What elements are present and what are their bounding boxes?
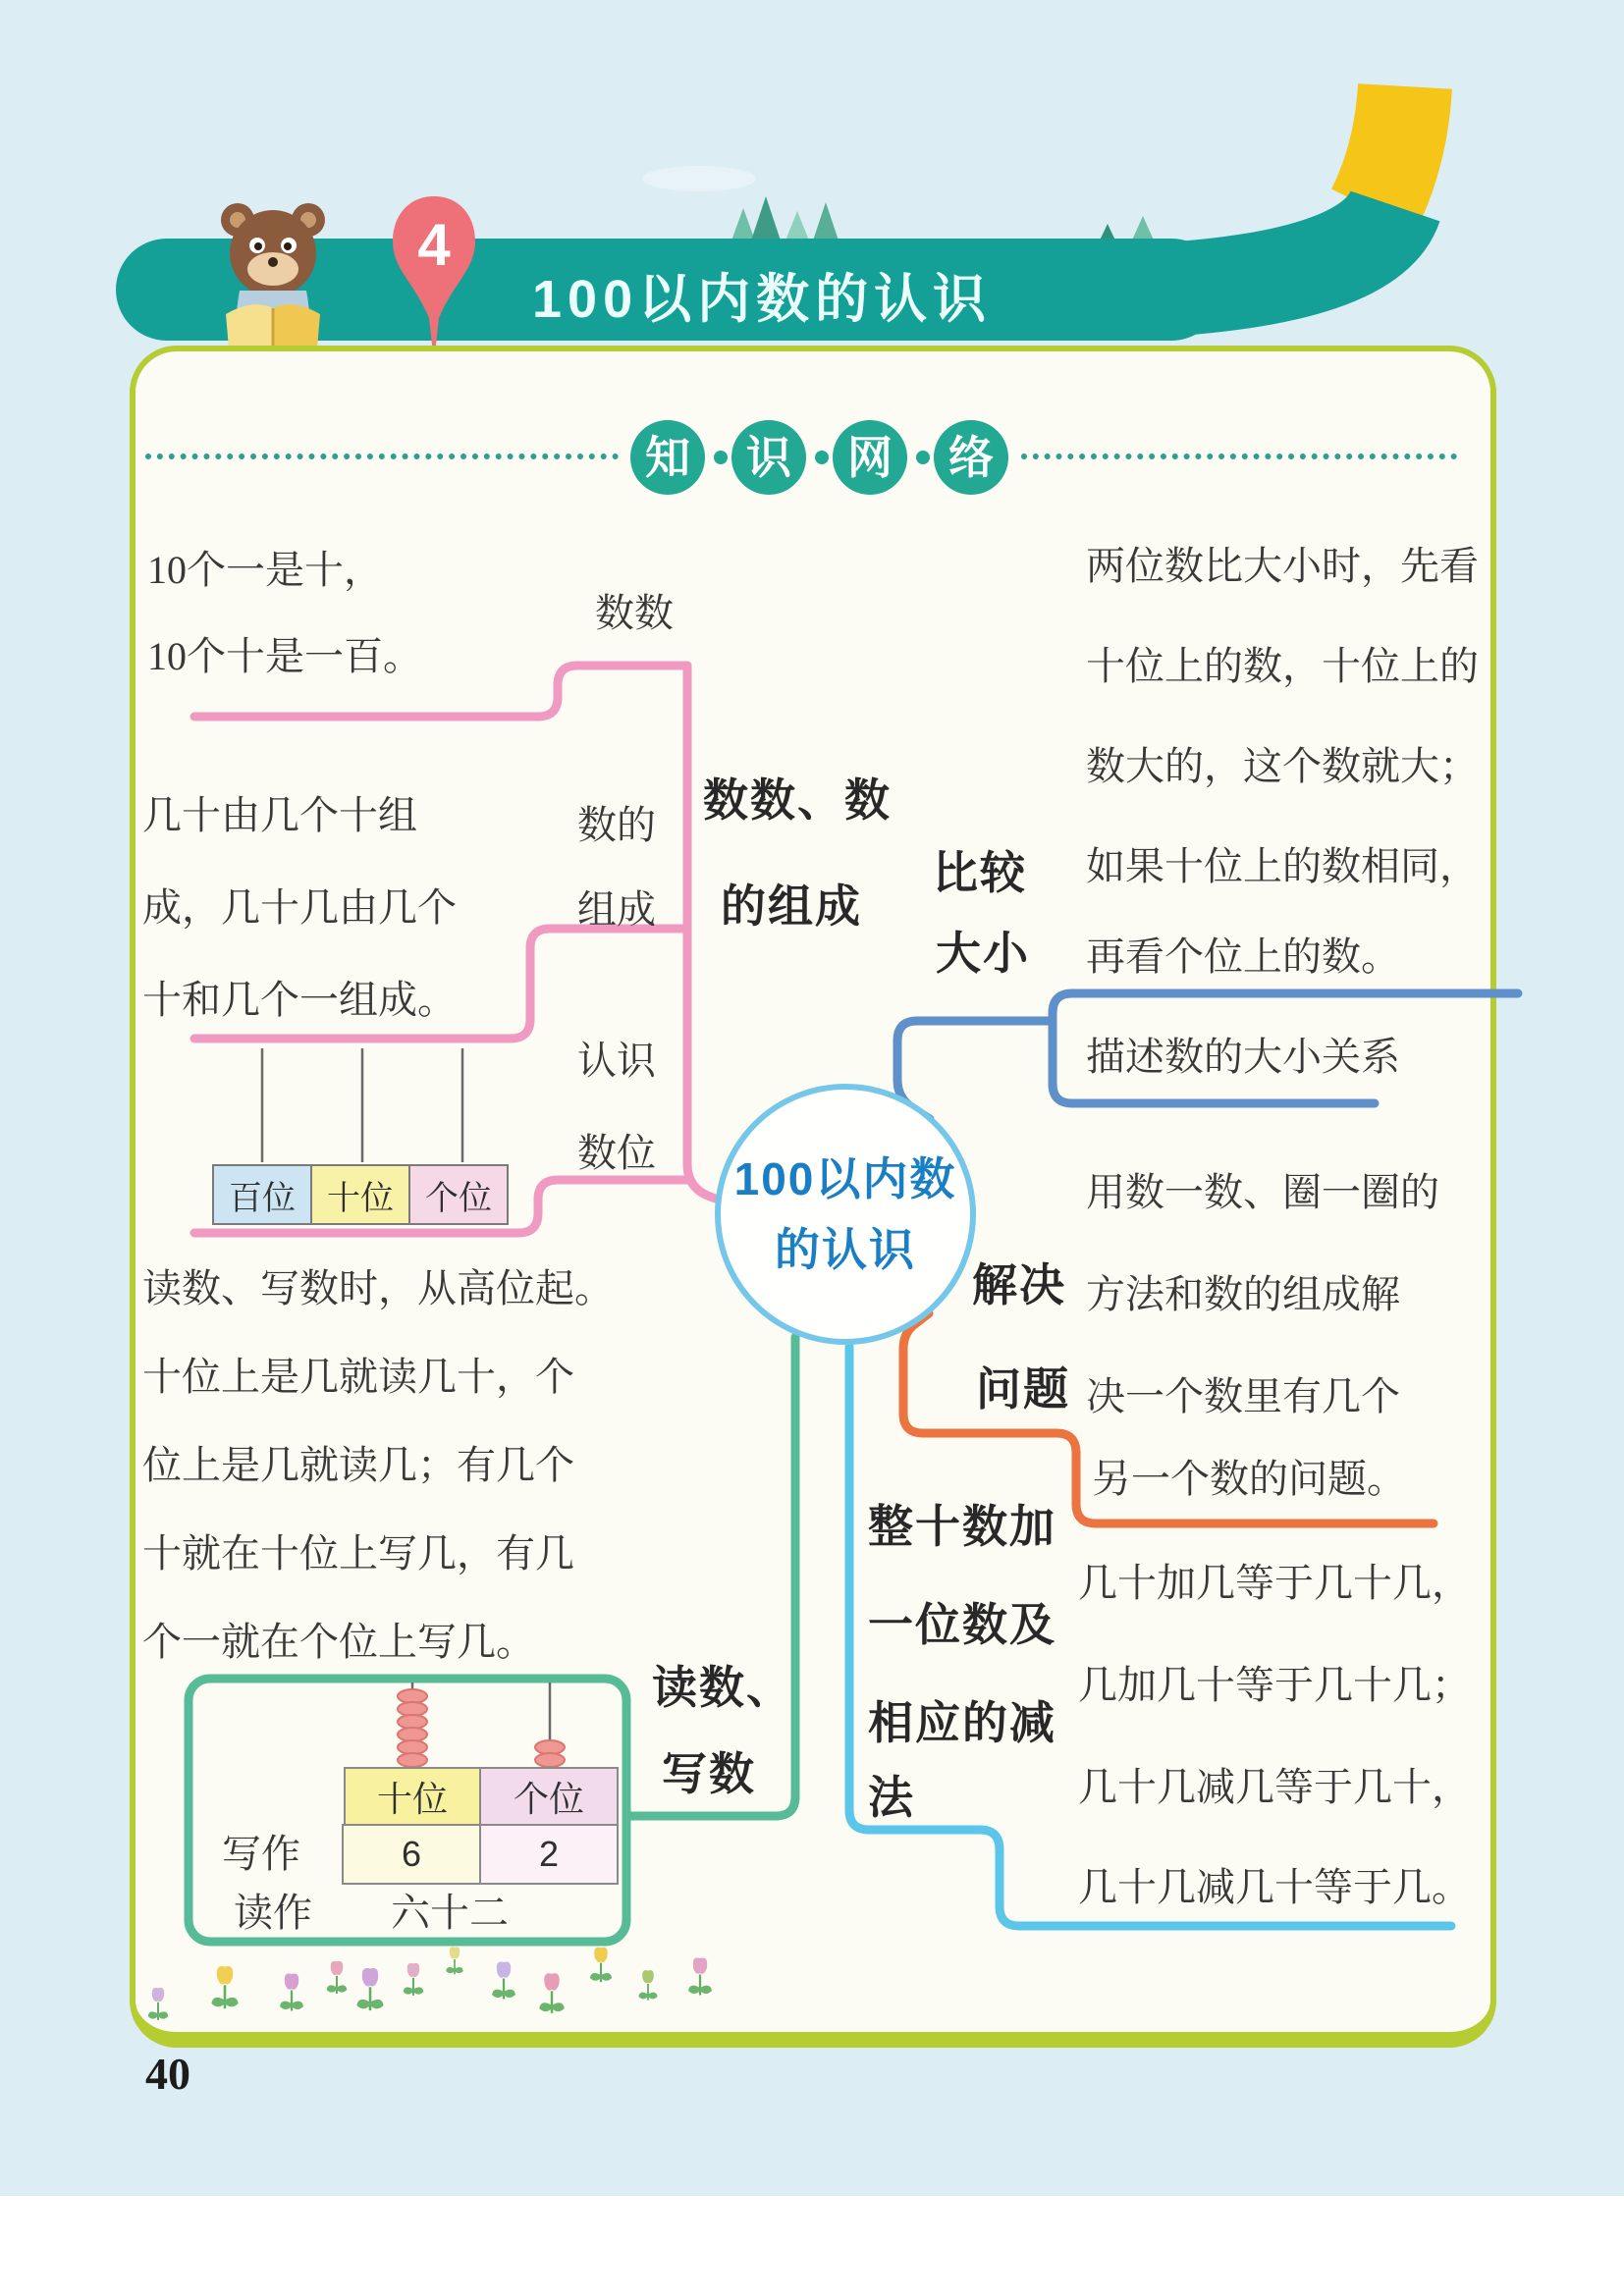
center-title-line: 的认识 [775,1224,916,1275]
note-line: 用数一数、圈一圈的 [1086,1170,1439,1214]
note-line: 几十由几个十组 [142,793,417,837]
branch-title-tens: 整十数加 [868,1501,1056,1552]
sublabel-compose: 组成 [577,887,656,932]
note-line: 描述数的大小关系 [1086,1035,1400,1079]
branch-title-counting: 数数、数 [703,774,892,826]
note-line: 几十加几等于几十几， [1078,1561,1471,1605]
note-line: 十位上的数，十位上的 [1086,644,1479,688]
flower-icon [356,1968,383,2010]
note-line: 成，几十几由几个 [142,885,457,930]
example-value-tens: 6 [342,1824,481,1885]
note-line: 读数、写数时，从高位起。 [142,1266,614,1310]
branch-title-tens: 一位数及 [868,1599,1056,1650]
branch-title-tens: 相应的减 [868,1697,1056,1748]
example-header-tens: 十位 [344,1767,481,1826]
flower-icon [148,1988,169,2020]
unit-number: 4 [417,212,451,278]
note-line: 数大的，这个数就大； [1086,744,1479,788]
branch-title-compare: 比较 [933,847,1027,898]
note-line: 再看个位上的数。 [1086,934,1400,979]
note-line: 个一就在个位上写几。 [142,1620,535,1664]
page-bottom-margin [0,2196,1624,2296]
flower-icon [590,1948,612,1983]
flower-icon [211,1966,238,2008]
note-line: 十位上是几就读几十，个 [142,1355,574,1399]
sublabel-place: 数位 [577,1131,656,1175]
page-number: 40 [145,2049,190,2099]
branch-title-readwrite: 写数 [662,1748,756,1799]
flower-icon [280,1973,303,2010]
flower-icon [446,1947,463,1974]
branch-title-compare: 大小 [936,928,1030,979]
heading-char-circle: 识 [731,420,806,495]
note-line: 另一个数的问题。 [1092,1457,1406,1501]
center-title-line: 100以内数 [733,1153,957,1204]
note-line: 十就在十位上写几，有几 [142,1531,574,1575]
branch-title-solve: 解决 [972,1259,1066,1310]
note-line: 10个十是一百。 [147,634,422,678]
branch-title-readwrite: 读数、 [652,1662,793,1713]
example-value-ones: 2 [479,1824,619,1885]
place-cell-ones: 个位 [408,1164,509,1225]
note-line: 几十几减几等于几十， [1078,1765,1471,1809]
flower-icon [539,1973,565,2013]
place-cell-hundreds: 百位 [212,1164,312,1225]
heading-char-circle: 知 [630,420,705,495]
example-header-ones: 个位 [479,1767,619,1826]
read-label: 读作 [234,1891,312,1935]
read-value: 六十二 [391,1891,509,1935]
chapter-title: 100以内数的认识 [532,270,993,329]
note-line: 两位数比大小时，先看 [1086,544,1479,588]
sublabel-count: 数数 [595,591,674,635]
note-line: 位上是几就读几；有几个 [142,1443,574,1487]
note-line: 10个一是十， [147,548,383,592]
branch-title-solve: 问题 [976,1363,1070,1415]
flower-icon [688,1957,712,1995]
branch-title-tens: 法 [868,1772,915,1823]
write-label: 写作 [222,1832,300,1876]
flower-icon [404,1963,424,1996]
sublabel-compose: 数的 [577,803,656,847]
note-line: 十和几个一组成。 [142,978,457,1022]
note-line: 决一个数里有几个 [1086,1374,1400,1418]
heading-char-circle: 络 [934,420,1008,495]
place-cell-tens: 十位 [310,1164,410,1225]
note-line: 几加几十等于几十几； [1078,1663,1471,1707]
flower-icon [492,1961,515,1999]
heading-char-circle: 网 [833,420,907,495]
flower-icon [327,1961,348,1994]
note-line: 方法和数的组成解 [1086,1272,1400,1316]
flower-icon [638,1970,657,2000]
note-line: 几十几减几十等于几。 [1078,1865,1471,1909]
branch-title-counting: 的组成 [721,881,862,932]
sublabel-place: 认识 [577,1039,656,1083]
note-line: 如果十位上的数相同， [1086,844,1479,888]
